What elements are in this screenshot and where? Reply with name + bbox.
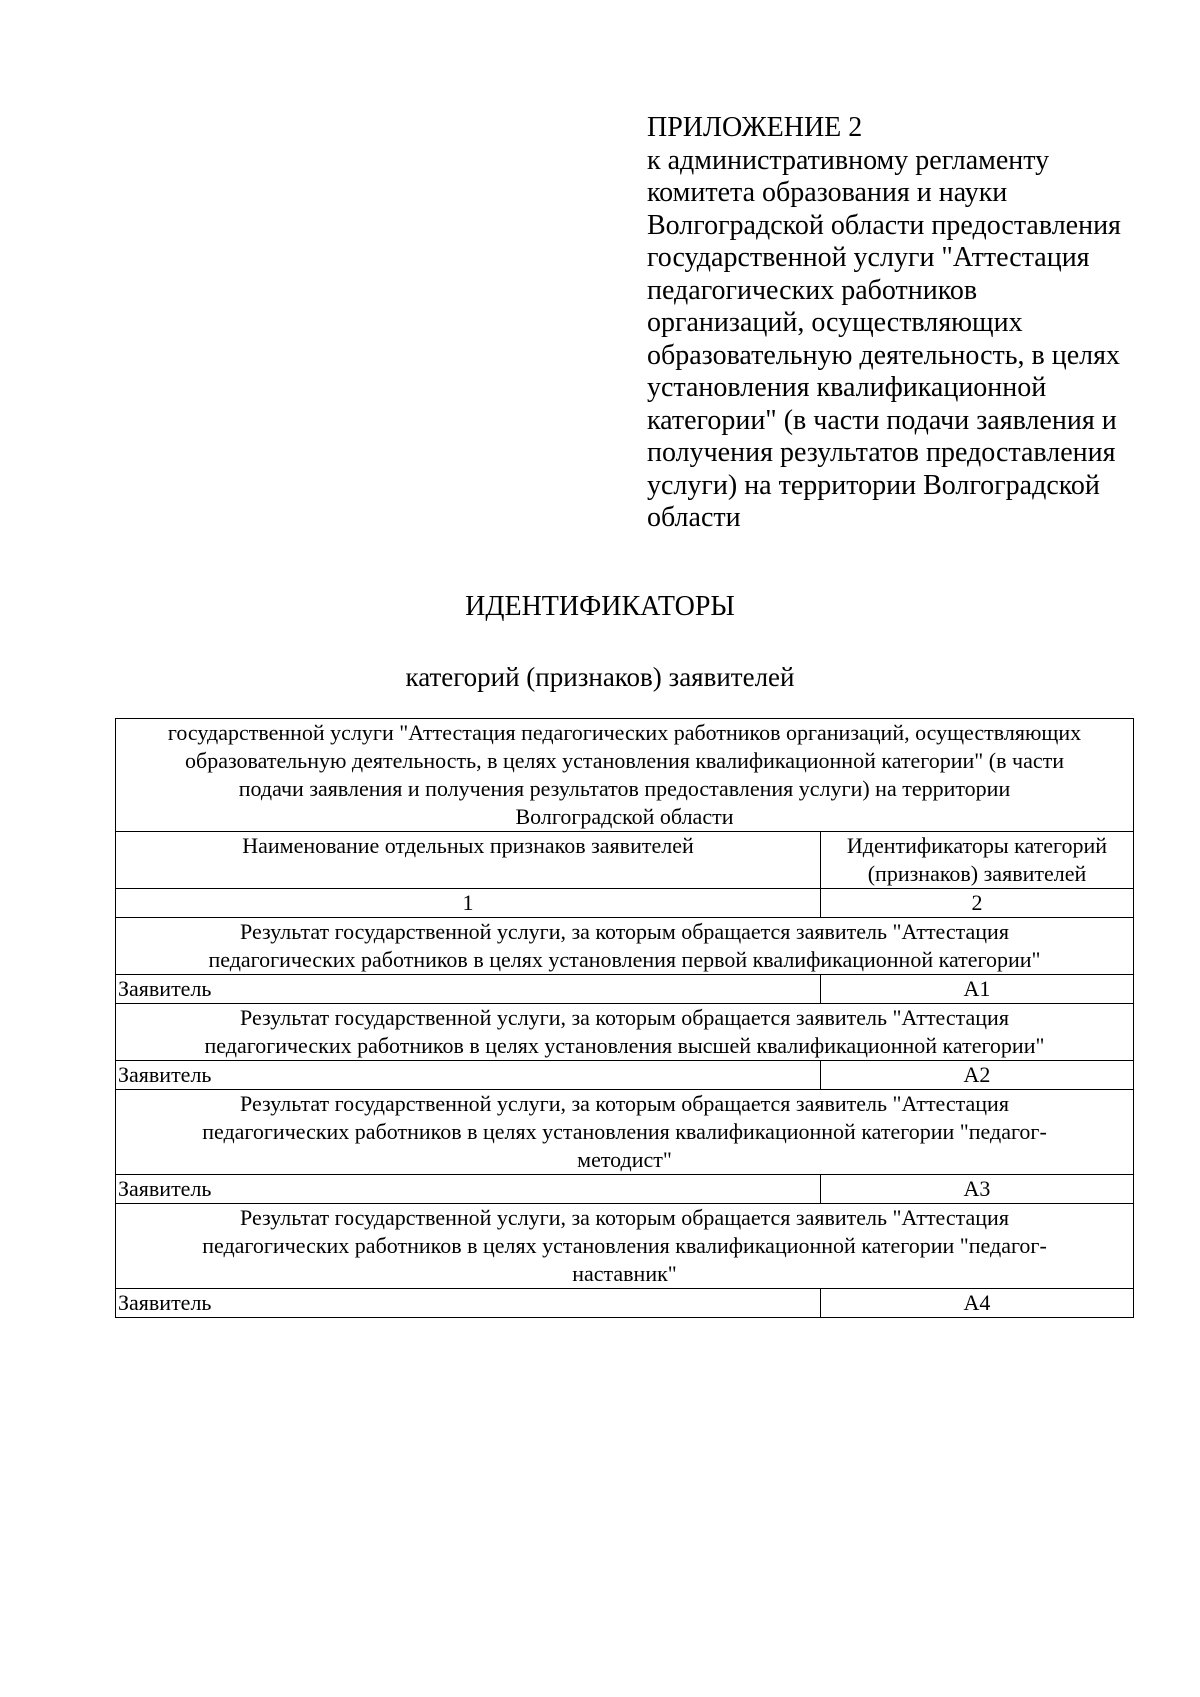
table-numbering-row [116, 889, 1134, 918]
result-row [116, 1004, 1134, 1061]
appendix-line: получения результатов предоставления [647, 437, 1116, 468]
identifiers-table [115, 718, 1134, 1318]
applicant-cell: Заявитель [116, 1061, 821, 1090]
identifier-cell: А2 [821, 1061, 1134, 1090]
column-number-cell: 1 [116, 889, 821, 918]
appendix-line: педагогических работников [647, 274, 978, 306]
result-line: Результат государственной услуги, за которым обращается заявитель "Аттестация [240, 1205, 1009, 1230]
document-subtitle: категорий (признаков) заявителей [405, 662, 795, 692]
applicant-row [116, 975, 1134, 1004]
appendix-line: категории" (в части подачи заявления и [647, 404, 1117, 436]
table-caption-row [116, 719, 1134, 832]
result-row [116, 1090, 1134, 1175]
applicant-row [116, 1061, 1134, 1090]
applicant-cell: Заявитель [116, 975, 821, 1004]
result-line: наставник" [572, 1261, 677, 1286]
column-number-cell: 2 [821, 889, 1134, 918]
applicant-row [116, 1289, 1134, 1318]
header-line: (признаков) заявителей [867, 861, 1087, 886]
result-line: методист" [577, 1147, 672, 1172]
result-line: педагогических работников в целях установления квалификационной категории "педагог- [202, 1119, 1047, 1144]
applicant-cell: Заявитель [116, 1289, 821, 1318]
identifier-cell: А1 [821, 975, 1134, 1004]
result-row [116, 1204, 1134, 1289]
result-cell [116, 1090, 1134, 1175]
result-cell [116, 918, 1134, 975]
appendix-line: области [647, 502, 741, 533]
applicant-cell: Заявитель [116, 1175, 821, 1204]
table-caption-cell [116, 719, 1134, 832]
appendix-line: образовательную деятельность, в целях [647, 339, 1120, 371]
result-line: педагогических работников в целях установления квалификационной категории "педагог- [202, 1233, 1047, 1258]
result-line: Результат государственной услуги, за которым обращается заявитель "Аттестация [240, 1005, 1009, 1030]
document-title: ИДЕНТИФИКАТОРЫ [465, 591, 735, 622]
caption-line: подачи заявления и получения результатов предоставления услуги) на территории [238, 776, 1011, 801]
appendix-line: к административному регламенту [647, 144, 1050, 176]
appendix-line: услуги) на территории Волгоградской [647, 469, 1100, 501]
identifier-cell: А3 [821, 1175, 1134, 1204]
header-cell-identifiers [821, 832, 1134, 889]
result-row [116, 918, 1134, 975]
result-line: педагогических работников в целях установления высшей квалификационной категории" [204, 1033, 1045, 1058]
result-line: Результат государственной услуги, за которым обращается заявитель "Аттестация [240, 1091, 1009, 1116]
result-line: педагогических работников в целях установления первой квалификационной категории" [208, 947, 1041, 972]
appendix-block [647, 112, 1167, 535]
header-cell-features: Наименование отдельных признаков заявителей [116, 832, 821, 889]
caption-line: образовательную деятельность, в целях установления квалификационной категории" (в части [185, 748, 1064, 773]
appendix-heading: ПРИЛОЖЕНИЕ 2 [647, 112, 863, 143]
appendix-line: государственной услуги "Аттестация [647, 242, 1090, 273]
appendix-line: организаций, осуществляющих [647, 307, 1023, 338]
appendix-line: комитета образования и науки [647, 177, 1008, 208]
result-cell [116, 1004, 1134, 1061]
appendix-line: Волгоградской области предоставления [647, 209, 1121, 241]
appendix-line: установления квалификационной [647, 372, 1047, 403]
table-header-row [116, 832, 1134, 889]
caption-line: Волгоградской области [515, 804, 734, 829]
result-cell [116, 1204, 1134, 1289]
header-line: Идентификаторы категорий [846, 833, 1108, 858]
applicant-row [116, 1175, 1134, 1204]
caption-line: государственной услуги "Аттестация педагогических работников организаций, осуществляющих [167, 720, 1082, 745]
identifier-cell: А4 [821, 1289, 1134, 1318]
result-line: Результат государственной услуги, за которым обращается заявитель "Аттестация [240, 919, 1009, 944]
